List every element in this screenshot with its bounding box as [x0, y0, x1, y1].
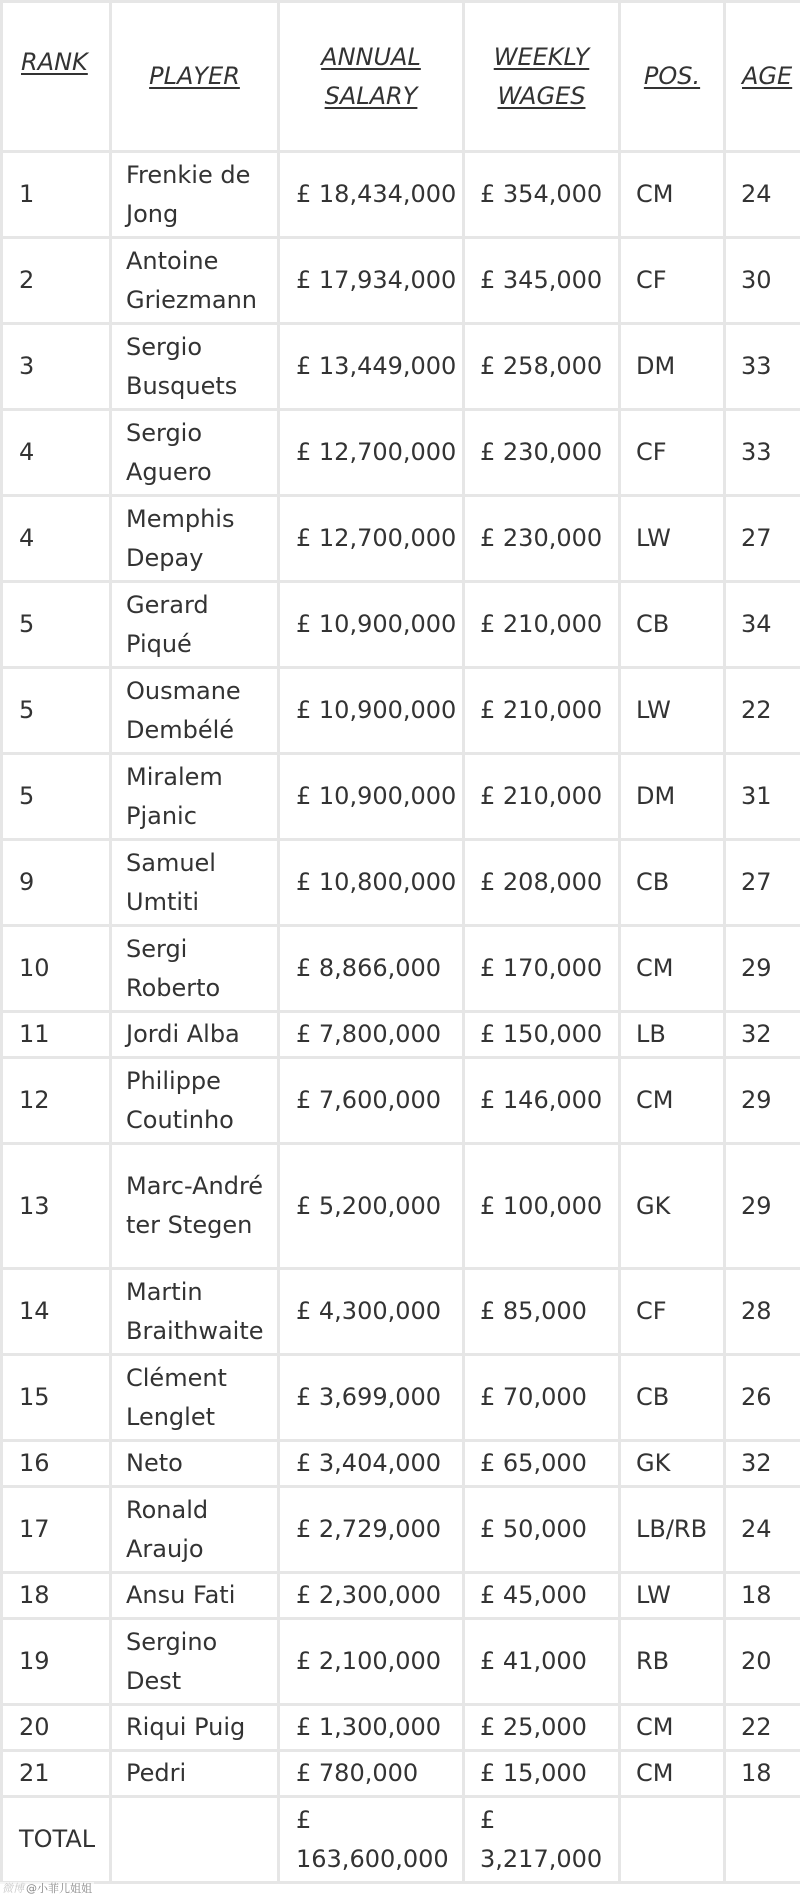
cell-annual-salary: £ 1,300,000 — [279, 1705, 464, 1751]
cell-age: 18 — [725, 1751, 800, 1797]
cell-annual-salary: £ 2,100,000 — [279, 1619, 464, 1705]
cell-rank: 2 — [2, 238, 111, 324]
cell-rank: 5 — [2, 582, 111, 668]
cell-age: 22 — [725, 668, 800, 754]
table-row — [2, 1751, 800, 1797]
cell-position: CM — [620, 152, 725, 238]
cell-player: Sergio Aguero — [111, 410, 279, 496]
cell-rank: 5 — [2, 754, 111, 840]
total-weekly-wages: £ 3,217,000 — [464, 1797, 620, 1883]
table-row — [2, 324, 800, 410]
cell-player: Miralem Pjanic — [111, 754, 279, 840]
cell-age: 26 — [725, 1355, 800, 1441]
cell-age: 28 — [725, 1269, 800, 1355]
cell-annual-salary: £ 3,404,000 — [279, 1441, 464, 1487]
cell-rank: 9 — [2, 840, 111, 926]
header-position: POS. — [620, 2, 725, 152]
table-row — [2, 1269, 800, 1355]
cell-position: LW — [620, 1573, 725, 1619]
header-annual-salary: ANNUAL SALARY — [279, 2, 464, 152]
cell-weekly-wages: £ 150,000 — [464, 1012, 620, 1058]
cell-weekly-wages: £ 85,000 — [464, 1269, 620, 1355]
cell-player: Gerard Piqué — [111, 582, 279, 668]
total-annual-salary: £ 163,600,000 — [279, 1797, 464, 1883]
cell-position: CF — [620, 1269, 725, 1355]
cell-position: RB — [620, 1619, 725, 1705]
cell-position: DM — [620, 754, 725, 840]
cell-position: LB — [620, 1012, 725, 1058]
cell-weekly-wages: £ 41,000 — [464, 1619, 620, 1705]
cell-annual-salary: £ 17,934,000 — [279, 238, 464, 324]
cell-age: 32 — [725, 1012, 800, 1058]
cell-annual-salary: £ 7,600,000 — [279, 1058, 464, 1144]
cell-annual-salary: £ 7,800,000 — [279, 1012, 464, 1058]
table-row — [2, 1705, 800, 1751]
table-row — [2, 1487, 800, 1573]
table-row — [2, 1012, 800, 1058]
cell-weekly-wages: £ 170,000 — [464, 926, 620, 1012]
cell-position: LW — [620, 496, 725, 582]
cell-player: Neto — [111, 1441, 279, 1487]
cell-player: Sergino Dest — [111, 1619, 279, 1705]
cell-annual-salary: £ 5,200,000 — [279, 1144, 464, 1269]
watermark: 微博 @小菲儿姐姐 — [2, 1882, 92, 1895]
cell-rank: 10 — [2, 926, 111, 1012]
cell-weekly-wages: £ 354,000 — [464, 152, 620, 238]
cell-weekly-wages: £ 146,000 — [464, 1058, 620, 1144]
table-row — [2, 238, 800, 324]
cell-position: DM — [620, 324, 725, 410]
cell-position: CB — [620, 1355, 725, 1441]
cell-weekly-wages: £ 25,000 — [464, 1705, 620, 1751]
cell-age: 31 — [725, 754, 800, 840]
total-player-empty — [111, 1797, 279, 1883]
cell-rank: 5 — [2, 668, 111, 754]
table-row — [2, 1619, 800, 1705]
cell-age: 29 — [725, 1058, 800, 1144]
cell-weekly-wages: £ 210,000 — [464, 668, 620, 754]
total-row — [2, 1797, 800, 1883]
table-row — [2, 754, 800, 840]
cell-annual-salary: £ 10,900,000 — [279, 668, 464, 754]
cell-weekly-wages: £ 345,000 — [464, 238, 620, 324]
cell-annual-salary: £ 12,700,000 — [279, 410, 464, 496]
table-row — [2, 1441, 800, 1487]
header-weekly-wages: WEEKLY WAGES — [464, 2, 620, 152]
cell-annual-salary: £ 2,300,000 — [279, 1573, 464, 1619]
table-row — [2, 1355, 800, 1441]
cell-rank: 13 — [2, 1144, 111, 1269]
cell-rank: 4 — [2, 410, 111, 496]
cell-position: CB — [620, 582, 725, 668]
cell-player: Clément Lenglet — [111, 1355, 279, 1441]
cell-weekly-wages: £ 70,000 — [464, 1355, 620, 1441]
cell-player: Antoine Griezmann — [111, 238, 279, 324]
cell-rank: 3 — [2, 324, 111, 410]
cell-player: Sergio Busquets — [111, 324, 279, 410]
header-age: AGE — [725, 2, 800, 152]
cell-position: GK — [620, 1144, 725, 1269]
cell-rank: 19 — [2, 1619, 111, 1705]
cell-position: CF — [620, 410, 725, 496]
total-pos-empty — [620, 1797, 725, 1883]
cell-player: Ousmane Dembélé — [111, 668, 279, 754]
cell-rank: 1 — [2, 152, 111, 238]
header-row — [2, 2, 800, 152]
cell-age: 20 — [725, 1619, 800, 1705]
cell-weekly-wages: £ 50,000 — [464, 1487, 620, 1573]
cell-annual-salary: £ 18,434,000 — [279, 152, 464, 238]
cell-age: 33 — [725, 410, 800, 496]
cell-weekly-wages: £ 210,000 — [464, 582, 620, 668]
cell-weekly-wages: £ 230,000 — [464, 410, 620, 496]
table-row — [2, 1573, 800, 1619]
cell-age: 22 — [725, 1705, 800, 1751]
cell-rank: 11 — [2, 1012, 111, 1058]
cell-age: 18 — [725, 1573, 800, 1619]
cell-player: Martin Braithwaite — [111, 1269, 279, 1355]
cell-weekly-wages: £ 208,000 — [464, 840, 620, 926]
cell-age: 24 — [725, 1487, 800, 1573]
cell-player: Philippe Coutinho — [111, 1058, 279, 1144]
cell-annual-salary: £ 12,700,000 — [279, 496, 464, 582]
cell-age: 34 — [725, 582, 800, 668]
cell-weekly-wages: £ 100,000 — [464, 1144, 620, 1269]
cell-rank: 14 — [2, 1269, 111, 1355]
cell-player: Ronald Araujo — [111, 1487, 279, 1573]
cell-rank: 16 — [2, 1441, 111, 1487]
cell-weekly-wages: £ 45,000 — [464, 1573, 620, 1619]
cell-weekly-wages: £ 258,000 — [464, 324, 620, 410]
cell-age: 29 — [725, 926, 800, 1012]
cell-annual-salary: £ 4,300,000 — [279, 1269, 464, 1355]
cell-position: CF — [620, 238, 725, 324]
cell-player: Frenkie de Jong — [111, 152, 279, 238]
table-row — [2, 496, 800, 582]
header-player: PLAYER — [111, 2, 279, 152]
cell-annual-salary: £ 10,900,000 — [279, 754, 464, 840]
cell-annual-salary: £ 2,729,000 — [279, 1487, 464, 1573]
table-row — [2, 668, 800, 754]
cell-position: GK — [620, 1441, 725, 1487]
cell-player: Memphis Depay — [111, 496, 279, 582]
cell-age: 27 — [725, 496, 800, 582]
table-row — [2, 840, 800, 926]
cell-rank: 15 — [2, 1355, 111, 1441]
cell-annual-salary: £ 13,449,000 — [279, 324, 464, 410]
table-row — [2, 152, 800, 238]
cell-player: Sergi Roberto — [111, 926, 279, 1012]
table-body — [2, 152, 800, 1883]
table-row — [2, 926, 800, 1012]
cell-player: Marc-André ter Stegen — [111, 1144, 279, 1269]
header-rank: RANK — [2, 2, 111, 152]
cell-weekly-wages: £ 65,000 — [464, 1441, 620, 1487]
cell-position: CM — [620, 1751, 725, 1797]
cell-player: Pedri — [111, 1751, 279, 1797]
cell-position: LW — [620, 668, 725, 754]
cell-age: 33 — [725, 324, 800, 410]
table-row — [2, 1058, 800, 1144]
cell-weekly-wages: £ 15,000 — [464, 1751, 620, 1797]
cell-rank: 4 — [2, 496, 111, 582]
cell-age: 24 — [725, 152, 800, 238]
cell-rank: 21 — [2, 1751, 111, 1797]
total-label: TOTAL — [2, 1797, 111, 1883]
cell-position: CM — [620, 1705, 725, 1751]
cell-position: CB — [620, 840, 725, 926]
cell-position: CM — [620, 1058, 725, 1144]
table-row — [2, 410, 800, 496]
cell-annual-salary: £ 8,866,000 — [279, 926, 464, 1012]
cell-player: Ansu Fati — [111, 1573, 279, 1619]
cell-age: 30 — [725, 238, 800, 324]
total-age-empty — [725, 1797, 800, 1883]
cell-annual-salary: £ 780,000 — [279, 1751, 464, 1797]
table-row — [2, 1144, 800, 1269]
cell-age: 29 — [725, 1144, 800, 1269]
cell-player: Jordi Alba — [111, 1012, 279, 1058]
cell-annual-salary: £ 10,900,000 — [279, 582, 464, 668]
cell-position: CM — [620, 926, 725, 1012]
cell-rank: 20 — [2, 1705, 111, 1751]
cell-weekly-wages: £ 230,000 — [464, 496, 620, 582]
cell-age: 32 — [725, 1441, 800, 1487]
cell-weekly-wages: £ 210,000 — [464, 754, 620, 840]
cell-player: Riqui Puig — [111, 1705, 279, 1751]
cell-player: Samuel Umtiti — [111, 840, 279, 926]
cell-rank: 17 — [2, 1487, 111, 1573]
cell-position: LB/RB — [620, 1487, 725, 1573]
cell-annual-salary: £ 3,699,000 — [279, 1355, 464, 1441]
cell-rank: 12 — [2, 1058, 111, 1144]
cell-rank: 18 — [2, 1573, 111, 1619]
cell-age: 27 — [725, 840, 800, 926]
cell-annual-salary: £ 10,800,000 — [279, 840, 464, 926]
table-row — [2, 582, 800, 668]
